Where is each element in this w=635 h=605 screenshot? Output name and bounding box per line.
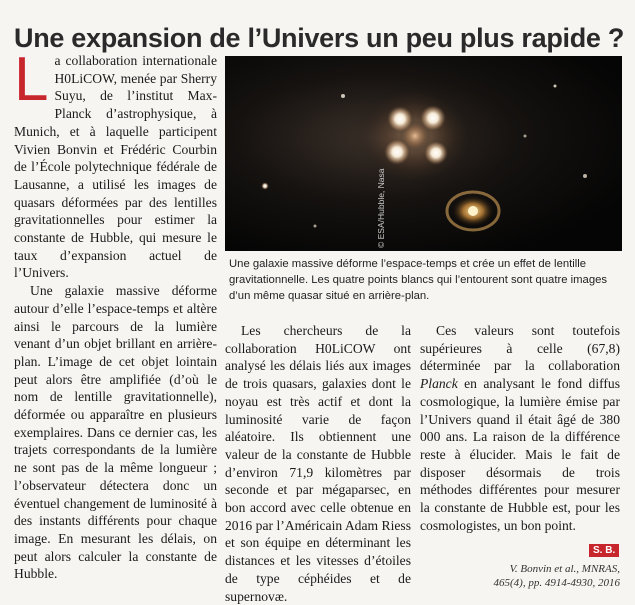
paragraph-lensing: Une galaxie massive déforme autour d’elle l’espace-temps et altère ainsi le parcours de la lumière venant d’un objet brillant en arrière-plan. L’image de cet objet lointain peut alors être amplifiée (d’où le nom de lentille gravitationnelle), déformée ou apparaître en plusieurs exemplaires. Dans ce dernier cas, les trajets correspondants de la lumière ne sont pas de la même longueur ; l’observateur détectera donc un éventuel changement de luminosité à des instants différents pour chaque image. En mesurant les délais, on peut alors calculer la constante de Hubble.: [14, 283, 217, 582]
figure-caption: Une galaxie massive déforme l’espace-temps et crée un effet de lentille gravitationnelle. Les quatre points blancs qui l’entourent sont quatre images d’un même quasar situé en arrière-plan.: [229, 258, 608, 302]
reference-authors: V. Bonvin et al., MNRAS,: [509, 563, 620, 575]
article-title: Une expansion de l’Univers un peu plus rapide ?: [14, 23, 625, 54]
intro-text: a collaboration internationale H0LiCOW, menée par Sherry Suyu, de l’institut Max-Planck d’astrophysique, à Munich, et à laquelle participent Vivien Bonvin et Frédéric Courbin de l’École polytechnique fédérale de Lausanne, a utilisé les images de quasars déformées par des lentilles gravitationnelles pour estimer la constante de Hubble, qui mesure le taux d’expansion actuel de l’Univers.: [14, 53, 217, 281]
galaxy-photo: [225, 56, 622, 251]
gravitational-lens-image: [225, 56, 622, 251]
reference-details: 465(4), pp. 4914-4930, 2016: [493, 577, 620, 589]
planck-name: Planck: [420, 376, 458, 392]
paragraph-results: Les chercheurs de la collaboration H0LiCOW ont analysé les délais liés aux images de trois quasars, galaxies dont le noyau est très actif et dont la luminosité varie de façon aléatoire. Ils obtiennent une valeur de la constante de Hubble d’environ 71,9 kilomètres par seconde et par mégaparsec, en bon accord avec celle obtenue en 2016 par l’Américain Adam Riess et son équipe en déterminant les distances et les vitesses d’étoiles de type céphéides et de supernovæ.: [225, 323, 411, 604]
paragraph-planck: Ces valeurs sont toutefois supérieures à celle (67,8) déterminée par la collaboration Planck en analysant le fond diffus cosmologique, la lumière émise par l’Univers quand il était âgé de 380 000 ans. La raison de la différence reste à élucider. Mais le fait de disposer désormais de trois méthodes différentes pour mesurer la constante de Hubble est, pour les cosmologistes, un bon point.: [420, 323, 620, 533]
photo-credit: © ESA/Hubble, Nasa: [376, 168, 386, 248]
column-1: [14, 45, 217, 583]
intro-paragraph: [14, 45, 217, 282]
reference: [450, 562, 620, 590]
author-initials: S. B.: [589, 544, 619, 557]
drop-cap: L: [14, 45, 49, 114]
column-3: [420, 322, 620, 534]
column-2: [225, 322, 411, 605]
